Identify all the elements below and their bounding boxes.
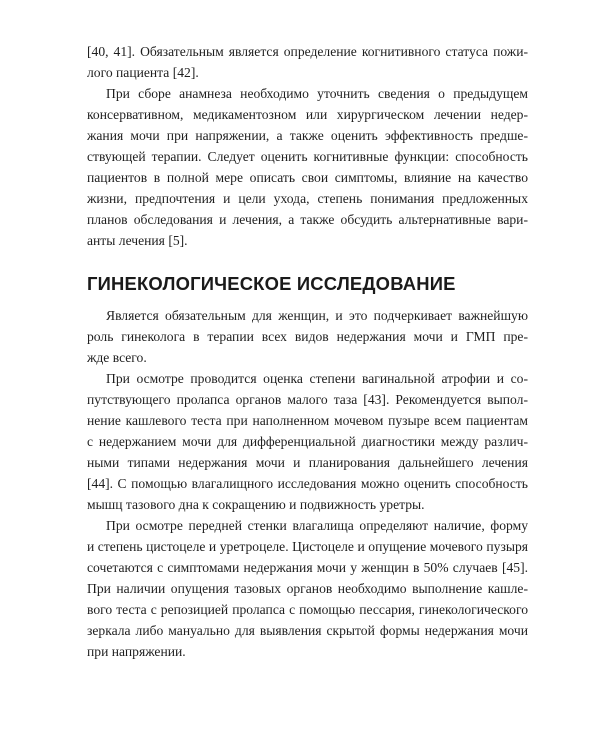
body-line: При осмотре передней стенки влагалища определяют наличие, форму (106, 518, 528, 533)
body-line: при напряжении. (87, 644, 186, 659)
body-line: жизни, предпочтения и цели ухода, степень понимания предложенных (87, 191, 528, 206)
body-line: планов обследования и лечения, а также обсудить альтернативные вари- (87, 212, 528, 227)
body-line: вого теста с репозицией пролапса с помощью пессария, гинекологического (87, 602, 528, 617)
body-line: зеркала либо мануально для выявления скрытой формы недержания мочи (87, 623, 528, 638)
body-line: При осмотре проводится оценка степени вагинальной атрофии и со- (106, 371, 528, 386)
body-line: консервативном, медикаментозном или хирургическом лечении недер- (87, 107, 528, 122)
body-line: роль гинеколога в терапии всех видов недержания мочи и ГМП пре- (87, 329, 528, 344)
body-line: лого пациента [42]. (87, 65, 199, 80)
body-line: [44]. С помощью влагалищного исследования можно оценить способность (87, 476, 528, 491)
body-line: с недержанием мочи для дифференциальной диагностики между различ- (87, 434, 528, 449)
body-line: сочетаются с симптомами недержания мочи у женщин в 50% случаев [45]. (87, 560, 528, 575)
body-line: [40, 41]. Обязательным является определение когнитивного статуса пожи- (87, 44, 528, 59)
body-line: жде всего. (87, 350, 147, 365)
body-line: жания мочи при напряжении, а также оценить эффективность предше- (87, 128, 528, 143)
section-heading: ГИНЕКОЛОГИЧЕСКОЕ ИССЛЕДОВАНИЕ (87, 273, 456, 294)
body-line: При наличии опущения тазовых органов необходимо выполнение кашле- (87, 581, 528, 596)
body-line: пациентов в полной мере описать свои симптомы, влияние на качество (87, 170, 528, 185)
body-line: Является обязательным для женщин, и это подчеркивает важнейшую (106, 308, 528, 323)
body-line: При сборе анамнеза необходимо уточнить сведения о предыдущем (106, 86, 528, 101)
body-line: ными типами недержания мочи и планирования дальнейшего лечения (87, 455, 528, 470)
body-line: анты лечения [5]. (87, 233, 188, 248)
body-line: нение кашлевого теста при наполненном мочевом пузыре всем пациентам (87, 413, 528, 428)
body-line: путствующего пролапса органов малого таза [43]. Рекомендуется выпол- (87, 392, 528, 407)
body-line: ствующей терапии. Следует оценить когнитивные функции: способность (87, 149, 528, 164)
body-line: и степень цистоцеле и уретроцеле. Цистоцеле и опущение мочевого пузыря (87, 539, 528, 554)
body-line: мышц тазового дна к сокращению и подвижность уретры. (87, 497, 425, 512)
